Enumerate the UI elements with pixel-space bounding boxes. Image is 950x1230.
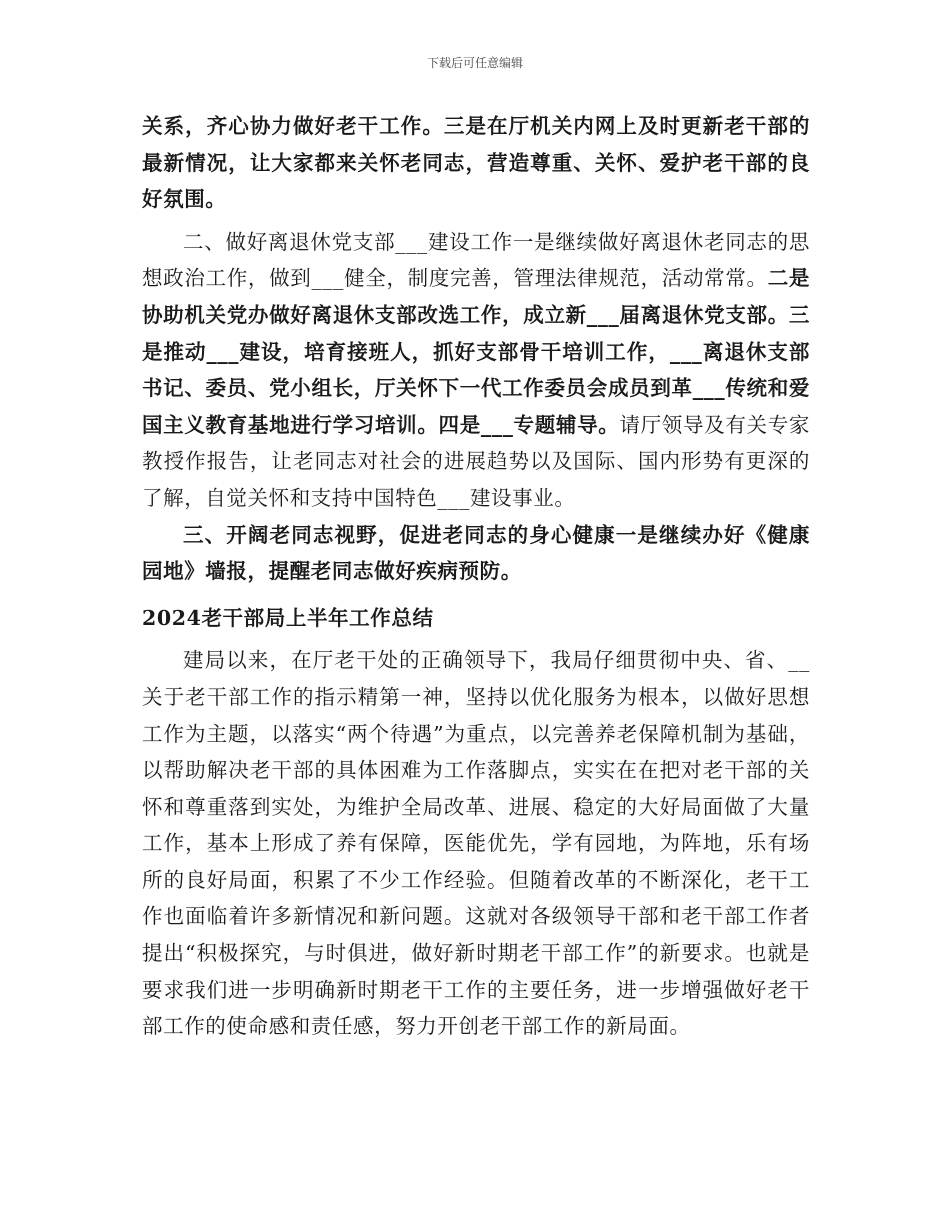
document-title: 2024老干部局上半年工作总结 bbox=[142, 605, 434, 630]
document-body bbox=[142, 108, 810, 1045]
party-branch-measures: 二是协助机关党办做好离退休支部改选工作，成立新___届离退休党支部。三是推动___建设，培育接班人，抓好支部骨干培训工作，___离退休支部书记、委员、党小组长，厅关怀下一代工作委员会成员到革___传统和爱国主义教育基地进行学习培训。四是___专题辅导。 bbox=[142, 266, 811, 437]
paragraph-summary: 建局以来，在厅老干处的正确领导下，我局仔细贯彻中央、省、__关于老干部工作的指示精第一神，坚持以优化服务为根本，以做好思想工作为主题，以落实“两个待遇”为重点，以完善养老保障机制为基础，以帮助解决老干部的具体困难为工作落脚点，实实在在把对老干部的关怀和尊重落到实处，为维护全局改革、进展、稳定的大好局面做了大量工作，基本上形成了养有保障，医能优先，学有园地，为阵地，乐有场所的良好局面，积累了不少工作经验。但随着改革的不断深化，老干工作也面临着许多新情况和新问题。这就对各级领导干部和老干部工作者提出“积极探究，与时俱进，做好新时期老干部工作”的新要求。也就是要求我们进一步明确新时期老干工作的主要任务，进一步增强做好老干部工作的使命感和责任感，努力开创老干部工作的新局面。 bbox=[142, 648, 810, 1039]
paragraph-party-branch bbox=[142, 224, 810, 517]
party-branch-intro: 二、做好离退休党支部___建设工作一是继续做好离退休老同志的思想政治工作，做到___健全，制度完善，管理法律规范，活动常常。 bbox=[142, 229, 810, 291]
paragraph-continuation: 关系，齐心协力做好老干工作。三是在厅机关内网上及时更新老干部的最新情况，让大家都来关怀老同志，营造尊重、关怀、爱护老干部的良好氛围。 bbox=[142, 114, 810, 212]
page-header: 下载后可任意编辑 bbox=[426, 56, 523, 70]
party-branch-tail: 请厅领导及有关专家教授作报告，让老同志对社会的进展趋势以及国际、国内形势有更深的了解，自觉关怀和支持中国特色___建设事业。 bbox=[142, 412, 810, 510]
paragraph-health: 三、开阔老同志视野，促进老同志的身心健康一是继续办好《健康园地》墙报，提醒老同志做好疾病预防。 bbox=[142, 522, 810, 584]
